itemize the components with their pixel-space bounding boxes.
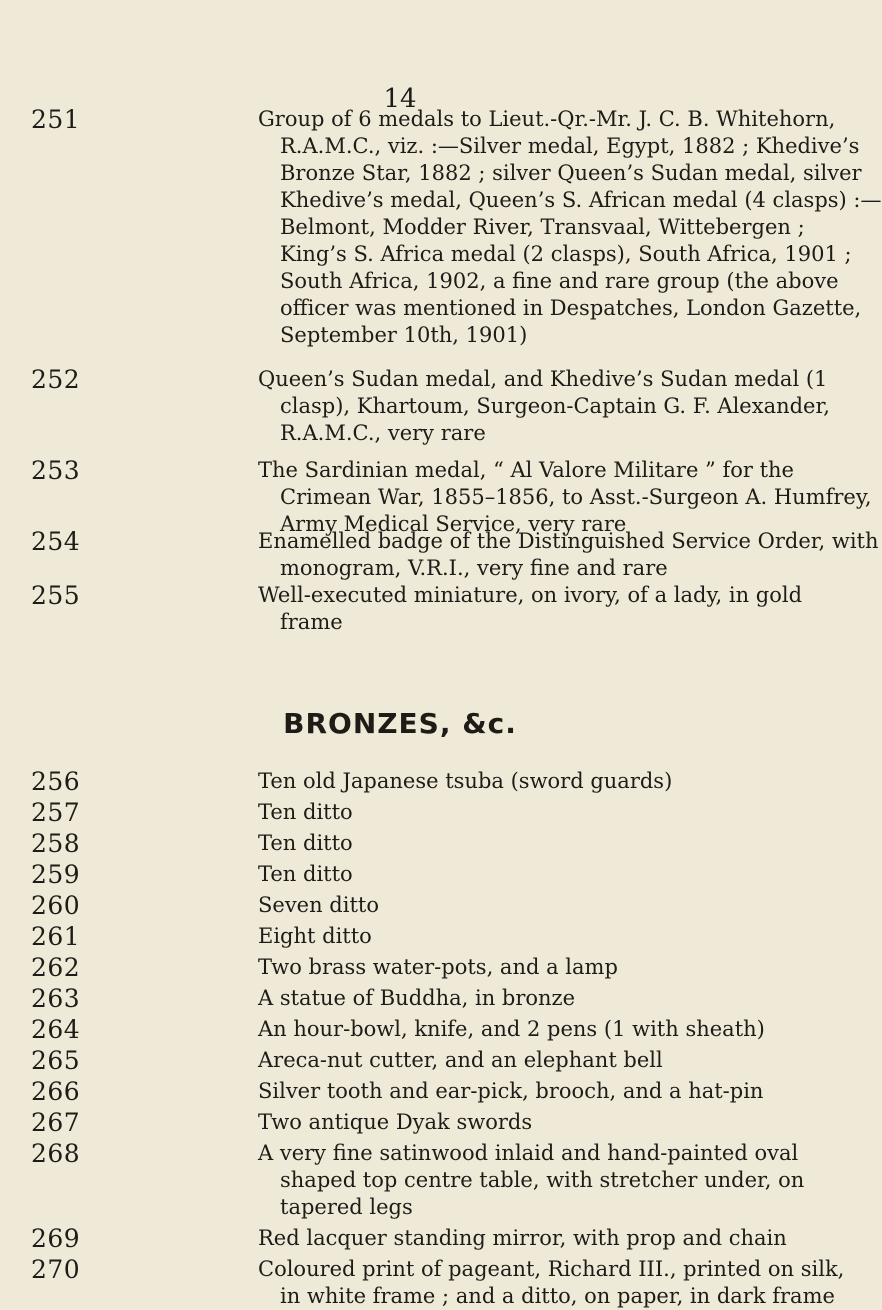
lot-number: 257 (31, 798, 81, 827)
lot-description-line: Group of 6 medals to Lieut.-Qr.-Mr. J. C. B. Whitehorn, (258, 107, 836, 131)
lot-description (258, 768, 758, 795)
lot-description-line: Queen’s Sudan medal, and Khedive’s Sudan medal (1 (258, 367, 828, 391)
lot-description-line: Ten old Japanese tsuba (sword guards) (258, 769, 673, 793)
lot-number: 269 (31, 1224, 81, 1253)
lot-number: 262 (31, 953, 81, 982)
lot-description (258, 1109, 758, 1136)
lot-description-line: A statue of Buddha, in bronze (258, 986, 576, 1010)
section-heading: BRONZES, &c. (283, 707, 517, 740)
lot-description-line: The Sardinian medal, “ Al Valore Militare ” for the (258, 458, 794, 482)
lot-number: 254 (31, 527, 81, 556)
lot-number: 260 (31, 891, 81, 920)
lot-number: 259 (31, 860, 81, 889)
lot-description-line: Ten ditto (258, 831, 353, 855)
lot-description (258, 1256, 845, 1310)
lot-number: 255 (31, 581, 81, 610)
lot-number: 268 (31, 1139, 81, 1168)
lot-description-line: An hour-bowl, knife, and 2 pens (1 with sheath) (258, 1017, 765, 1041)
lot-description-line: clasp), Khartoum, Surgeon-Captain G. F. Alexander, (280, 394, 830, 418)
lot-description-line: officer was mentioned in Despatches, London Gazette, (280, 296, 862, 320)
lot-number: 267 (31, 1108, 81, 1137)
lot-description-line: A very fine satinwood inlaid and hand-painted oval (258, 1141, 799, 1165)
lot-description-line: Ten ditto (258, 800, 353, 824)
lot-number: 261 (31, 922, 81, 951)
lot-description-line: Areca-nut cutter, and an elephant bell (258, 1048, 663, 1072)
lot-description-line: Eight ditto (258, 924, 372, 948)
lot-description (258, 923, 758, 950)
lot-description-line: Bronze Star, 1882 ; silver Queen’s Sudan medal, silver (280, 161, 862, 185)
lot-description (258, 582, 803, 636)
lot-description-line: shaped top centre table, with stretcher under, on (280, 1168, 805, 1192)
lot-description-line: Crimean War, 1855–1856, to Asst.-Surgeon A. Humfrey, (280, 485, 872, 509)
lot-description-line: Red lacquer standing mirror, with prop and chain (258, 1226, 787, 1250)
lot-description-line: Enamelled badge of the Distinguished Service Order, with (258, 529, 879, 553)
lot-number: 258 (31, 829, 81, 858)
lot-description (258, 1140, 805, 1221)
lot-description (258, 892, 758, 919)
lot-description-line: Silver tooth and ear-pick, brooch, and a hat-pin (258, 1079, 764, 1103)
lot-description (258, 954, 758, 981)
lot-description-line: Coloured print of pageant, Richard III., printed on silk, (258, 1257, 845, 1281)
lot-description (258, 799, 758, 826)
lot-description (258, 1225, 787, 1252)
lot-description (258, 457, 872, 538)
lot-description-line: R.A.M.C., very rare (280, 421, 486, 445)
lot-description-line: King’s S. Africa medal (2 clasps), South Africa, 1901 ; (280, 242, 852, 266)
lot-description (258, 366, 830, 447)
lot-description-line: Khedive’s medal, Queen’s S. African medal (4 clasps) :— (280, 188, 882, 212)
lot-description-line: R.A.M.C., viz. :—Silver medal, Egypt, 1882 ; Khedive’s (280, 134, 860, 158)
lot-description (258, 1016, 765, 1043)
lot-number: 266 (31, 1077, 81, 1106)
lot-description-line: Belmont, Modder River, Transvaal, Wittebergen ; (280, 215, 805, 239)
lot-description (258, 106, 882, 349)
lot-description-line: monogram, V.R.I., very fine and rare (280, 556, 668, 580)
lot-description-line: Seven ditto (258, 893, 379, 917)
lot-number: 253 (31, 456, 81, 485)
lot-description-line: Two brass water-pots, and a lamp (258, 955, 618, 979)
lot-description (258, 861, 758, 888)
lot-description (258, 528, 879, 582)
lot-description-line: September 10th, 1901) (280, 323, 528, 347)
lot-description (258, 985, 758, 1012)
lot-description-line: Two antique Dyak swords (258, 1110, 533, 1134)
lot-number: 263 (31, 984, 81, 1013)
lot-number: 265 (31, 1046, 81, 1075)
lot-description-line: Army Medical Service, very rare (280, 512, 627, 536)
lot-description-line: Ten ditto (258, 862, 353, 886)
lot-description (258, 1047, 758, 1074)
lot-description-line: frame (280, 610, 343, 634)
page-number: 14 (383, 84, 417, 114)
lot-description-line: in white frame ; and a ditto, on paper, in dark frame (280, 1284, 835, 1308)
lot-number: 251 (31, 105, 81, 134)
lot-number: 252 (31, 365, 81, 394)
lot-number: 264 (31, 1015, 81, 1044)
lot-description (258, 830, 758, 857)
lot-number: 256 (31, 767, 81, 796)
lot-description (258, 1078, 764, 1105)
lot-description-line: Well-executed miniature, on ivory, of a lady, in gold (258, 583, 803, 607)
lot-number: 270 (31, 1255, 81, 1284)
lot-description-line: tapered legs (280, 1195, 413, 1219)
lot-description-line: South Africa, 1902, a fine and rare group (the above (280, 269, 839, 293)
